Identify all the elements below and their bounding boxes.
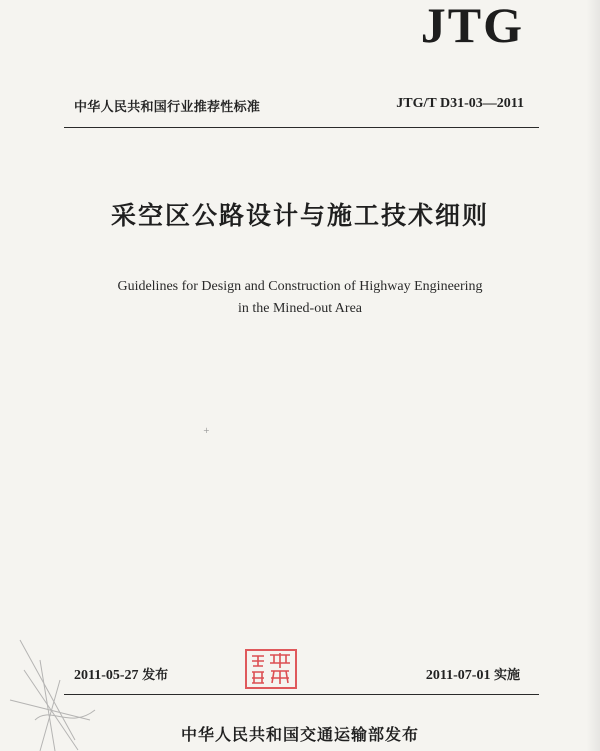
page-edge-shadow xyxy=(586,0,600,751)
implementation-date xyxy=(426,664,520,684)
english-title-line-1: Guidelines for Design and Construction of Highway Engineering xyxy=(117,279,483,294)
chinese-title: 采空区公路设计与施工技术细则 xyxy=(110,201,489,230)
english-title xyxy=(0,276,600,320)
issue-date-label: 发布 xyxy=(142,668,169,683)
standard-number: JTG/T D31-03—2011 xyxy=(396,96,524,111)
red-seal-stamp xyxy=(244,648,298,690)
scan-speck: + xyxy=(203,426,210,435)
implementation-date-value: 2011-07-01 xyxy=(425,668,491,683)
jtg-logo: JTG xyxy=(420,0,524,53)
issue-date-value: 2011-05-27 xyxy=(74,668,139,683)
publisher-line: 中华人民共和国交通运输部发布 xyxy=(180,725,419,744)
standard-series-label: 中华人民共和国行业推荐性标准 xyxy=(74,100,261,115)
english-title-line-2: in the Mined-out Area xyxy=(237,301,363,316)
pencil-scribble-mark xyxy=(0,610,160,751)
implementation-date-label: 实施 xyxy=(493,668,520,683)
top-divider xyxy=(64,127,539,128)
